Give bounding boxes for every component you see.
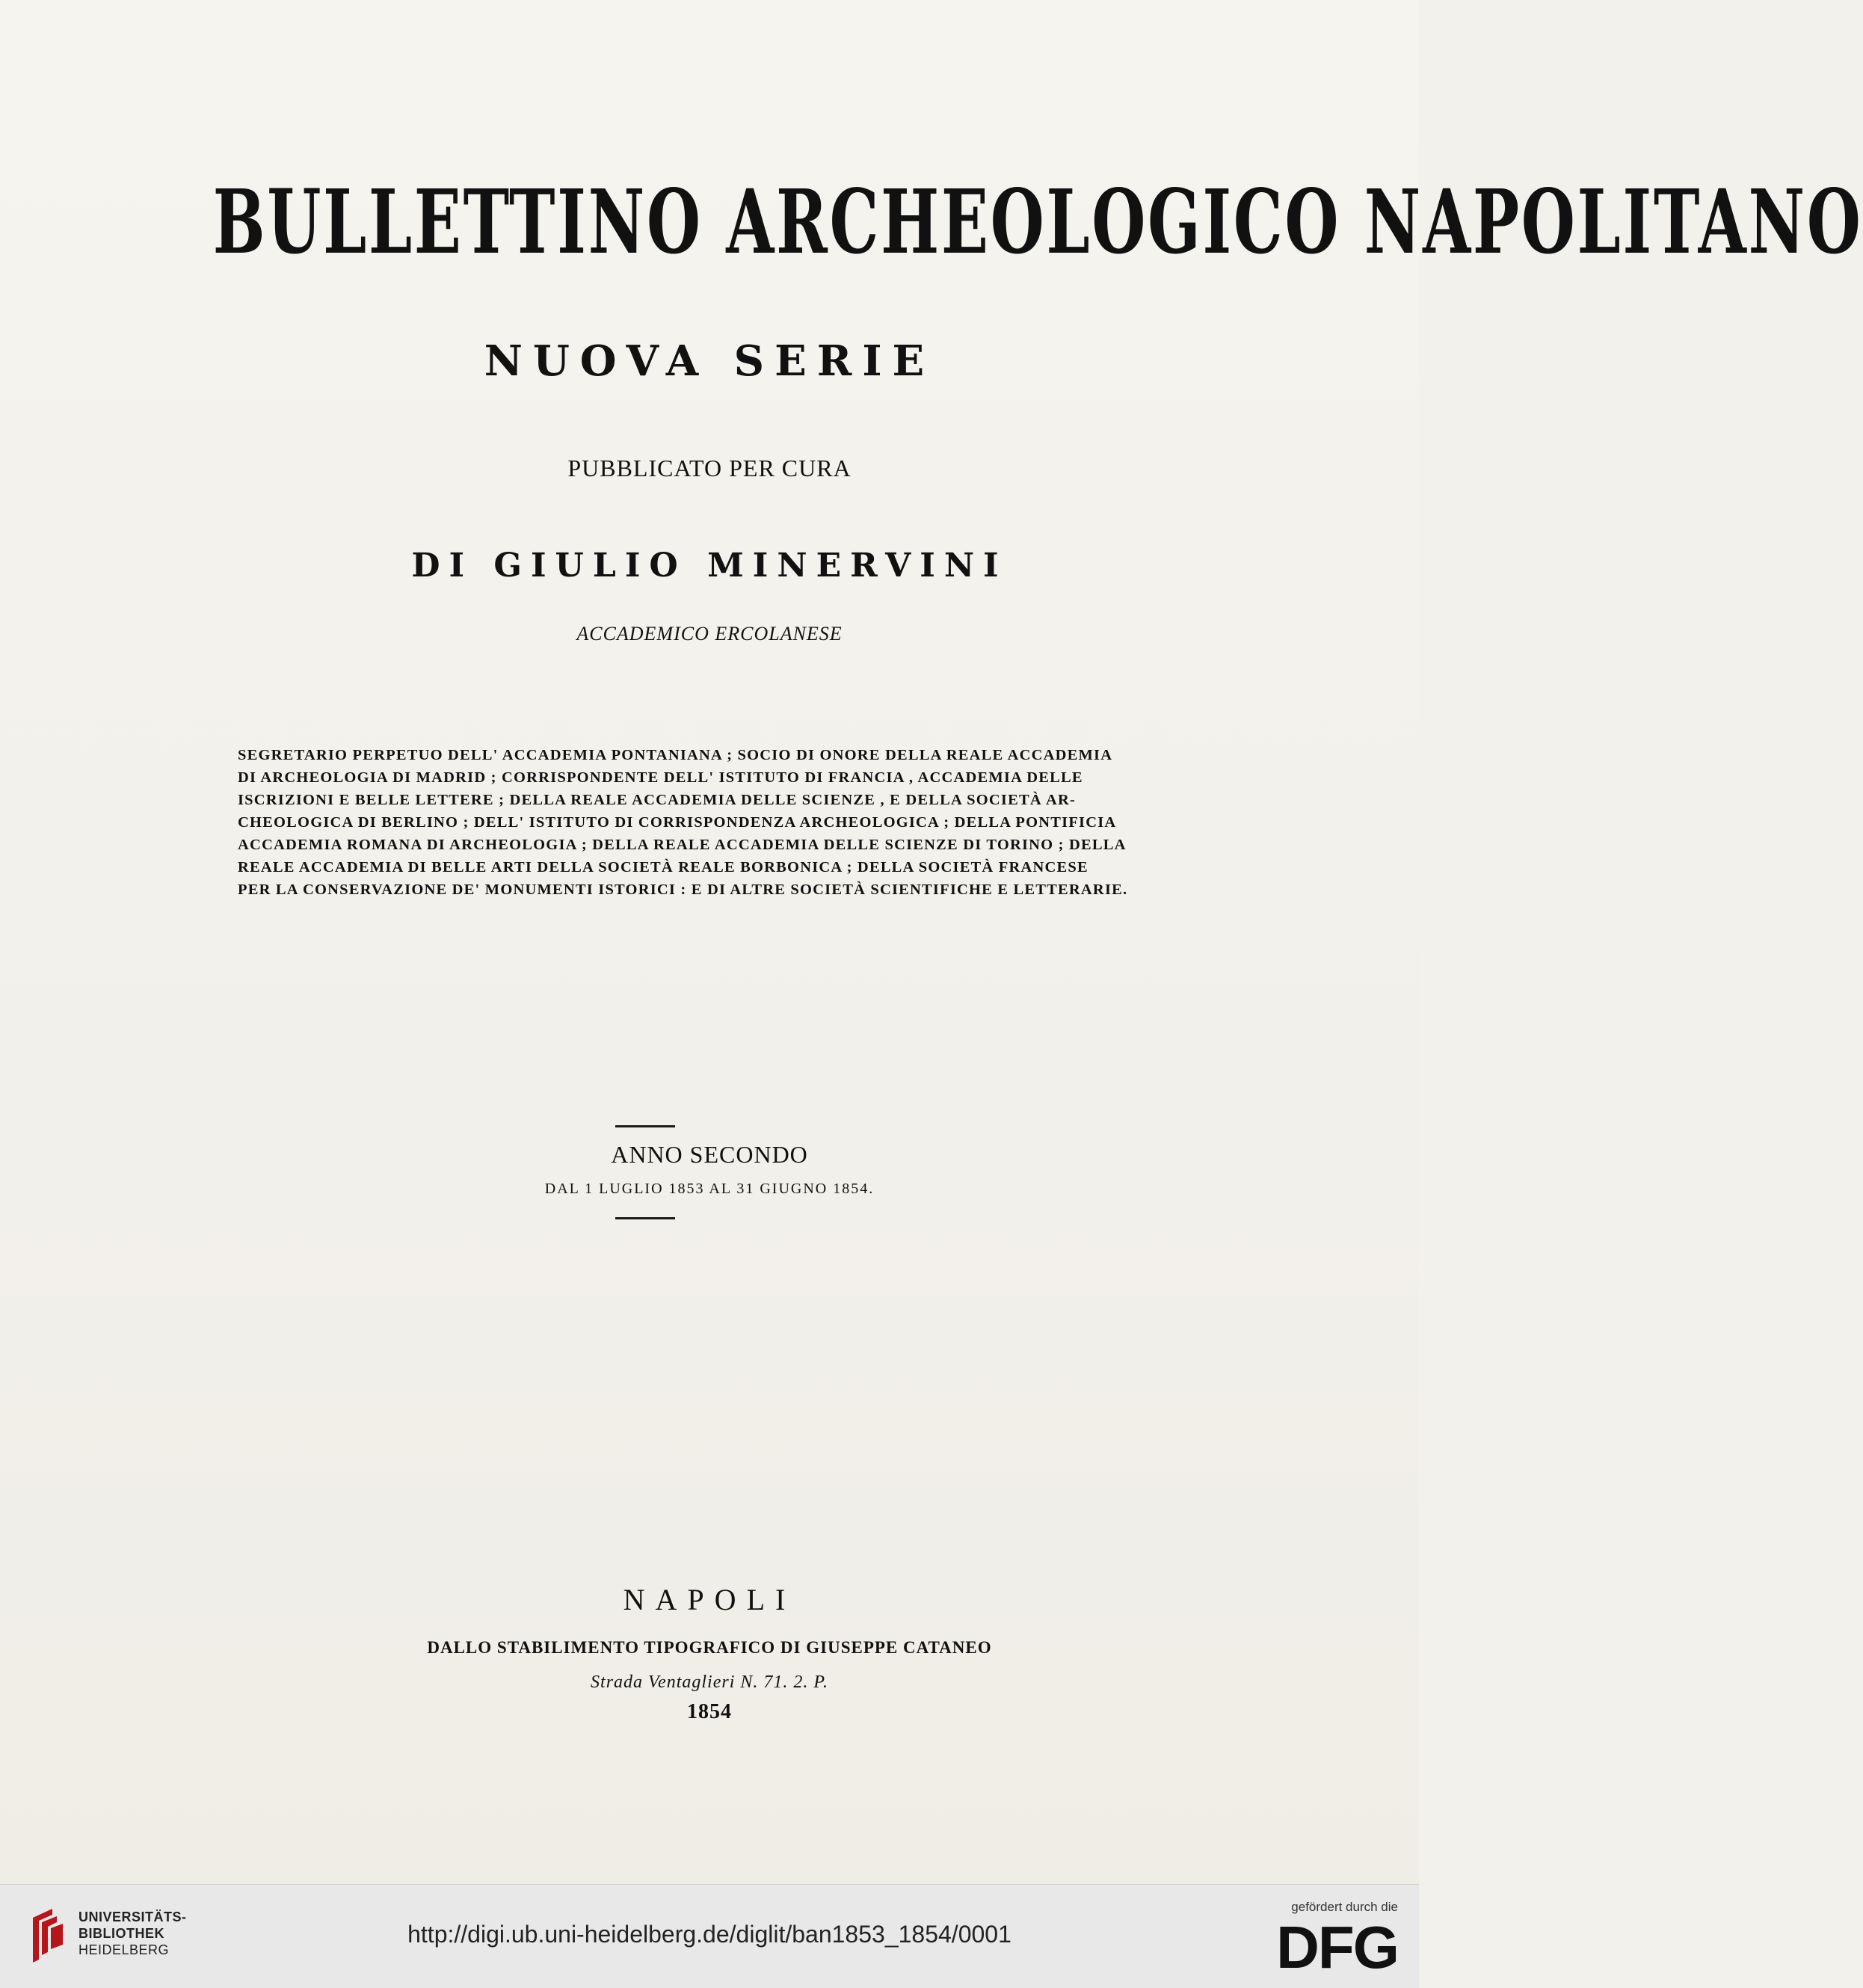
- journal-title: BULLETTINO ARCHEOLOGICO NAPOLITANO: [212, 170, 1863, 274]
- affiliation-line: SEGRETARIO PERPETUO DELL' ACCADEMIA PONTANIANA ; SOCIO DI ONORE DELLA REALE ACCADEMIA: [238, 747, 1113, 763]
- volume-year: ANNO SECONDO: [611, 1141, 808, 1168]
- printer-address: Strada Ventaglieri N. 71. 2. P.: [591, 1672, 828, 1692]
- volume-date-range: DAL 1 LUGLIO 1853 AL 31 GIUGNO 1854.: [544, 1181, 875, 1197]
- library-name-line: HEIDELBERG: [78, 1942, 170, 1957]
- digitization-footer: [0, 1884, 1419, 1988]
- affiliation-line: ISCRIZIONI E BELLE LETTERE ; DELLA REALE ACCADEMIA DELLE SCIENZE , E DELLA SOCIETÀ AR-: [238, 792, 1077, 808]
- divider-rule-bottom: [615, 1217, 675, 1219]
- affiliation-line: PER LA CONSERVAZIONE DE' MONUMENTI ISTORICI : E DI ALTRE SOCIETÀ SCIENTIFICHE E LETTERARIE.: [238, 881, 1128, 898]
- editor-role: ACCADEMICO ERCOLANESE: [576, 623, 843, 644]
- affiliation-line: ACCADEMIA ROMANA DI ARCHEOLOGIA ; DELLA REALE ACCADEMIA DELLE SCIENZE DI TORINO ; DELLA: [238, 837, 1127, 853]
- curated-by-line: PUBBLICATO PER CURA: [567, 455, 852, 481]
- divider-rule-top: [615, 1125, 675, 1127]
- publication-year: 1854: [687, 1700, 732, 1723]
- affiliation-line: DI ARCHEOLOGIA DI MADRID ; CORRISPONDENTE DELL' ISTITUTO DI FRANCIA , ACCADEMIA DELLE: [238, 769, 1083, 786]
- funder-label: gefördert durch die: [1291, 1900, 1398, 1914]
- editor-name: DI GIULIO MINERVINI: [411, 547, 1008, 585]
- affiliation-line: CHEOLOGICA DI BERLINO ; DELL' ISTITUTO DI CORRISPONDENZA ARCHEOLOGICA ; DELLA PONTIFICIA: [238, 814, 1117, 831]
- printer-line: DALLO STABILIMENTO TIPOGRAFICO DI GIUSEPPE CATANEO: [427, 1638, 992, 1657]
- library-name-line: UNIVERSITÄTS-: [78, 1909, 187, 1924]
- series-subtitle: NUOVA SERIE: [484, 336, 935, 386]
- publication-city: NAPOLI: [623, 1583, 796, 1616]
- library-name-line: BIBLIOTHEK: [78, 1926, 164, 1941]
- affiliation-line: REALE ACCADEMIA DI BELLE ARTI DELLA SOCIETÀ REALE BORBONICA ; DELLA SOCIETÀ FRANCESE: [238, 859, 1088, 875]
- editor-affiliations: [238, 744, 1128, 901]
- permalink-url[interactable]: http://digi.ub.uni-heidelberg.de/diglit/ban1853_1854/0001: [407, 1921, 1011, 1948]
- dfg-logo[interactable]: DFG: [1276, 1914, 1398, 1981]
